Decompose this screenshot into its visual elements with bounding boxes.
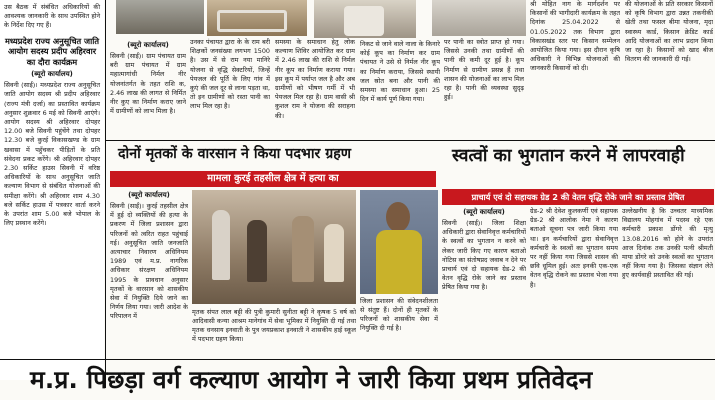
strap-increment-withheld: प्राचार्य एवं दो सहायक ग्रेड 2 की वेतन वृद्धि रोके जाने का प्रस्ताव प्रेषित [442, 189, 714, 205]
top-story-col1 [110, 40, 186, 138]
top-story-col5 [444, 38, 524, 138]
headline-obc-commission-report: म.प्र. पिछड़ा वर्ग कल्याण आयोग ने जारी किया प्रथम प्रतिवेदन [30, 365, 593, 394]
top-story-col4-text: निकट से जाने वाले नाला के किनारे कोई कूप का निर्माण कर ग्राम पंचायत ने उसे से निर्मल नीर कूप का निर्माण कराया, जिससे स्थायी जल स्रोत बना और पानी की समस्या का समाधान हुआ। 25 दिन में कार्य पूर्ण किया गया। [360, 40, 440, 104]
strap-kurai-murder-case: मामला कुरई तहसील क्षेत्र में हत्या का [110, 171, 436, 187]
well-wall-shape [217, 10, 287, 32]
top-story-col2 [190, 38, 270, 138]
well-construction-photo-1 [116, 0, 204, 34]
payment-story-col2 [530, 207, 618, 357]
well-construction-photo-2 [207, 0, 307, 36]
well-construction-photo-3 [314, 0, 416, 38]
right-top-col2-text: की योजनाओं के प्रति सरकार किसानों को कृषि विभाग द्वारा उन्नत तकनीकी खेती तथा फसल बीमा योजना, मृदा स्वास्थ्य कार्ड, किसान क्रेडिट कार्ड आदि योजनाओं का लाभ प्रदान किया जा रहा है। किसानों को खाद बीज वितरण की जानकारी दी गई। [625, 0, 713, 64]
murder-story-body: सिवनी (साईं)। कुरई तहसील क्षेत्र में हुई दो व्यक्तियों की हत्या के प्रकरण में जिला प्रशासन द्वारा परिजनों को त्वरित राहत पहुंचाई गई। अनुसूचित जाति जनजाति अत्याचार निवारण अधिनियम 1989 एवं म.प्र. नागरिक अधिकार संरक्षण अधिनियम 1995 के प्रावधान अनुसार मृतकों के वारसान को शासकीय सेवा में नियुक्ति दिये जाने का निर्णय लिया गया। जारी आदेश के परिपालन में [110, 202, 188, 321]
payment-story-byline: (ब्यूरो कार्यालय) [463, 208, 505, 216]
payment-story-col1 [442, 207, 526, 357]
portrait-head-shape [386, 202, 410, 232]
horizontal-divider-bottom [0, 359, 715, 360]
payment-story-col3-text: उल्लेखनीय है कि उच्चतर माध्यमिक विद्यालय मोहगांव में पदस्थ रहे एक कर्मचारी प्रकाश डोंगरे की मृत्यु 13.08.2016 को होने के उपरांत आज दिनांक तक उनकी पत्नी श्रीमती माया डोंगरे को उनके स्वत्वों का भुगतान नहीं किया गया है। जिसका संज्ञान लेते हुए कार्यवाही प्रस्तावित की गई। [622, 207, 713, 280]
left-intro-text: उस बैठक में संबंधित अधिकारियों की आवश्यक जानकारी के साथ उपस्थित होने के निर्देश दिए गए हैं। [4, 3, 100, 30]
person-figure-3 [292, 216, 314, 282]
person-figure-2 [247, 220, 267, 282]
payment-story-body: सिवनी (साईं)। जिला शिक्षा अधिकारी द्वारा सेवानिवृत्त कर्मचारियों के स्वत्वों का भुगतान न करने को लेकर जारी किए गए कारण बताओ नोटिस का संतोषप्रद जवाब न देने पर प्राचार्य एवं दो सहायक ग्रेड-2 की वेतन वृद्धि रोके जाने का प्रस्ताव प्रेषित किया गया है। [442, 219, 526, 292]
portrait-caption: जिला प्रशासन की संवेदनशीलता से संतुष्ट हैं। दोनों ही मृतकों के परिजनों को शासकीय सेवा में नियुक्ति दी गई है। [360, 297, 438, 332]
appointment-photo [192, 190, 356, 304]
right-top-col1-text: श्री मोहित नाग के मार्गदर्शन पर किसानों की भागीदारी कार्यक्रम के तहत दिनांक 25.04.2022 से 01.05.2022 तक विभाग द्वारा विकासखंड स्तर पर किसान सम्मेलन आयोजित किया गया। इस दौरान कृषि अधिकारी ने विभिन्न योजनाओं की जानकारी किसानों को दी। [530, 0, 620, 73]
headline-heirs-take-charge: दोनों मृतकों के वारसान ने किया पदभार ग्रहण [118, 146, 352, 162]
murder-story-text [110, 190, 188, 368]
left-body-text: सिवनी (साईं)। मध्यप्रदेश राज्य अनुसूचित जाति आयोग सदस्य श्री प्रदीप अहिरवार (राज्य मंत्री दर्जा) का प्रस्तावित कार्यक्रम अनुसार शुक्रवार 6 मई को सिवनी आएंगे। आयोग सदस्य श्री अहिरवार दोपहर 12.00 बजे सिवनी पहुंचेंगे तथा दोपहर 12.30 बजे कुरई विकासखण्ड के ग्राम खवासा में पहुँचकर पीड़ितों के प्रति संवेदना प्रकट करेंगे। श्री अहिरवार दोपहर 2.30 सर्किट हाउस सिवनी में वरिष्ठ अधिकारियों के साथ अनुसूचित जाति कल्याण विभाग से संबंधित योजनाओं की समीक्षा करेंगे। श्री अहिरवार शाम 4.30 बजे सर्किट हाउस में पत्रकार वार्ता करने के उपरांत शाम 5.00 बजे भोपाल के लिए प्रस्थान करेंगे। [4, 81, 100, 228]
girl-portrait-photo [360, 190, 438, 294]
payment-story-col2-text: ग्रेड-2 श्री देवेश कुलकर्णी एवं सहायक ग्रेड-2 श्री आलोक नेमा ने कारण बताओ सूचना पत्र जारी किया गया था। इन कर्मचारियों द्वारा सेवानिवृत्त कर्मचारी के स्वत्वों का भुगतान समय पर नहीं किया गया जिससे शासन की छवि धूमिल हुई। अतः इनकी एक-एक वेतन वृद्धि रोकने का प्रस्ताव भेजा गया है। [530, 207, 618, 289]
left-section-heading: मध्यप्रदेश राज्य अनुसूचित जाति आयोग सदस्य प्रदीप अहिरवार का दौरा कार्यक्रम [4, 35, 100, 67]
right-top-col2 [625, 0, 713, 138]
appointment-photo-caption: मृतक संपत लाल बट्टी की पुत्री कुमारी सुनीता बट्टी ने कृषक 5 वर्ष को आदिवासी कन्या आश्रम मानेगांव में सेवा भूमिका में नियुक्ति दी गई तथा मृतक धनसाय इनवाती के पुत्र जयप्रकाश इनवाती ने शासकीय हाई स्कूल में पदभार ग्रहण किया। [192, 308, 356, 343]
top-right-photo [432, 0, 526, 36]
left-column [0, 0, 104, 380]
person-figure-1 [212, 210, 230, 280]
top-story-col3-text: समस्या के समाधान हेतु लोक कल्याण शिविर आयोजित कर ग्राम में 2.46 लाख की राशि से निर्मल नीर कूप का निर्माण कराया गया। इस कूप में पर्याप्त जल है और अब ग्रामीणों को भीषण गर्मी में भी पेयजल मिल रहा है। ग्राम वासी श्री कुशल राम ने योजना की सराहना की। [275, 38, 355, 120]
top-story-col3 [275, 38, 355, 138]
headline-payment-negligence: स्वत्वों का भुगतान करने में लापरवाही [452, 146, 685, 166]
well-structure-shape [344, 6, 384, 36]
horizontal-divider-top [106, 140, 715, 141]
payment-story-col3 [622, 207, 713, 357]
murder-story-byline: (ब्यूरो कार्यालय) [128, 191, 170, 199]
top-story-col2-text: उनका पंचायत द्वारा के के राम बरी शिक्षकों जनसंख्या लगभग 1500 है। उस में से राम नया मानिरे योजना से वृद्धि सेक्टरियों, जिन्हें पेयजल की पूर्ति के लिए गांव में कुएं की जल दूर से लाना पड़ता था, तो इन ग्रामीणों को रस्ता पानी का लाभ मिल रहा है। [190, 38, 270, 111]
left-column-divider [105, 0, 106, 388]
portrait-body-shape [376, 230, 422, 294]
top-story-col5-text: पर पानी का स्त्रोत प्राप्त हो गया। जिससे उनकी तथा ग्रामीणों की पानी की कमी दूर हुई है। कूप निर्माण से ग्रामीण प्रसन्न हैं तथा शासन की योजनाओं का लाभ मिल रहा है। पानी की व्यवस्था सुदृढ़ हुई। [444, 38, 524, 102]
top-story-col4 [360, 40, 440, 138]
right-top-col1 [530, 0, 620, 138]
top-story-col1-text: सिवनी (साईं)। ग्राम पंचायत ग्राम बरी ग्राम पंचायत में ग्राम महात्मागांधी निर्मल नीर योजनांतर्गत के तहत राशि क, 2.46 लाख की लागत से निर्मित नीर कुए का निर्माण कराए जाने में ग्रामीणों को लाभ मिला है। [110, 52, 186, 116]
left-byline: (ब्यूरो कार्यालय) [31, 70, 73, 79]
person-figure-4 [324, 224, 344, 282]
top-story-byline: (ब्यूरो कार्यालय) [127, 41, 169, 49]
